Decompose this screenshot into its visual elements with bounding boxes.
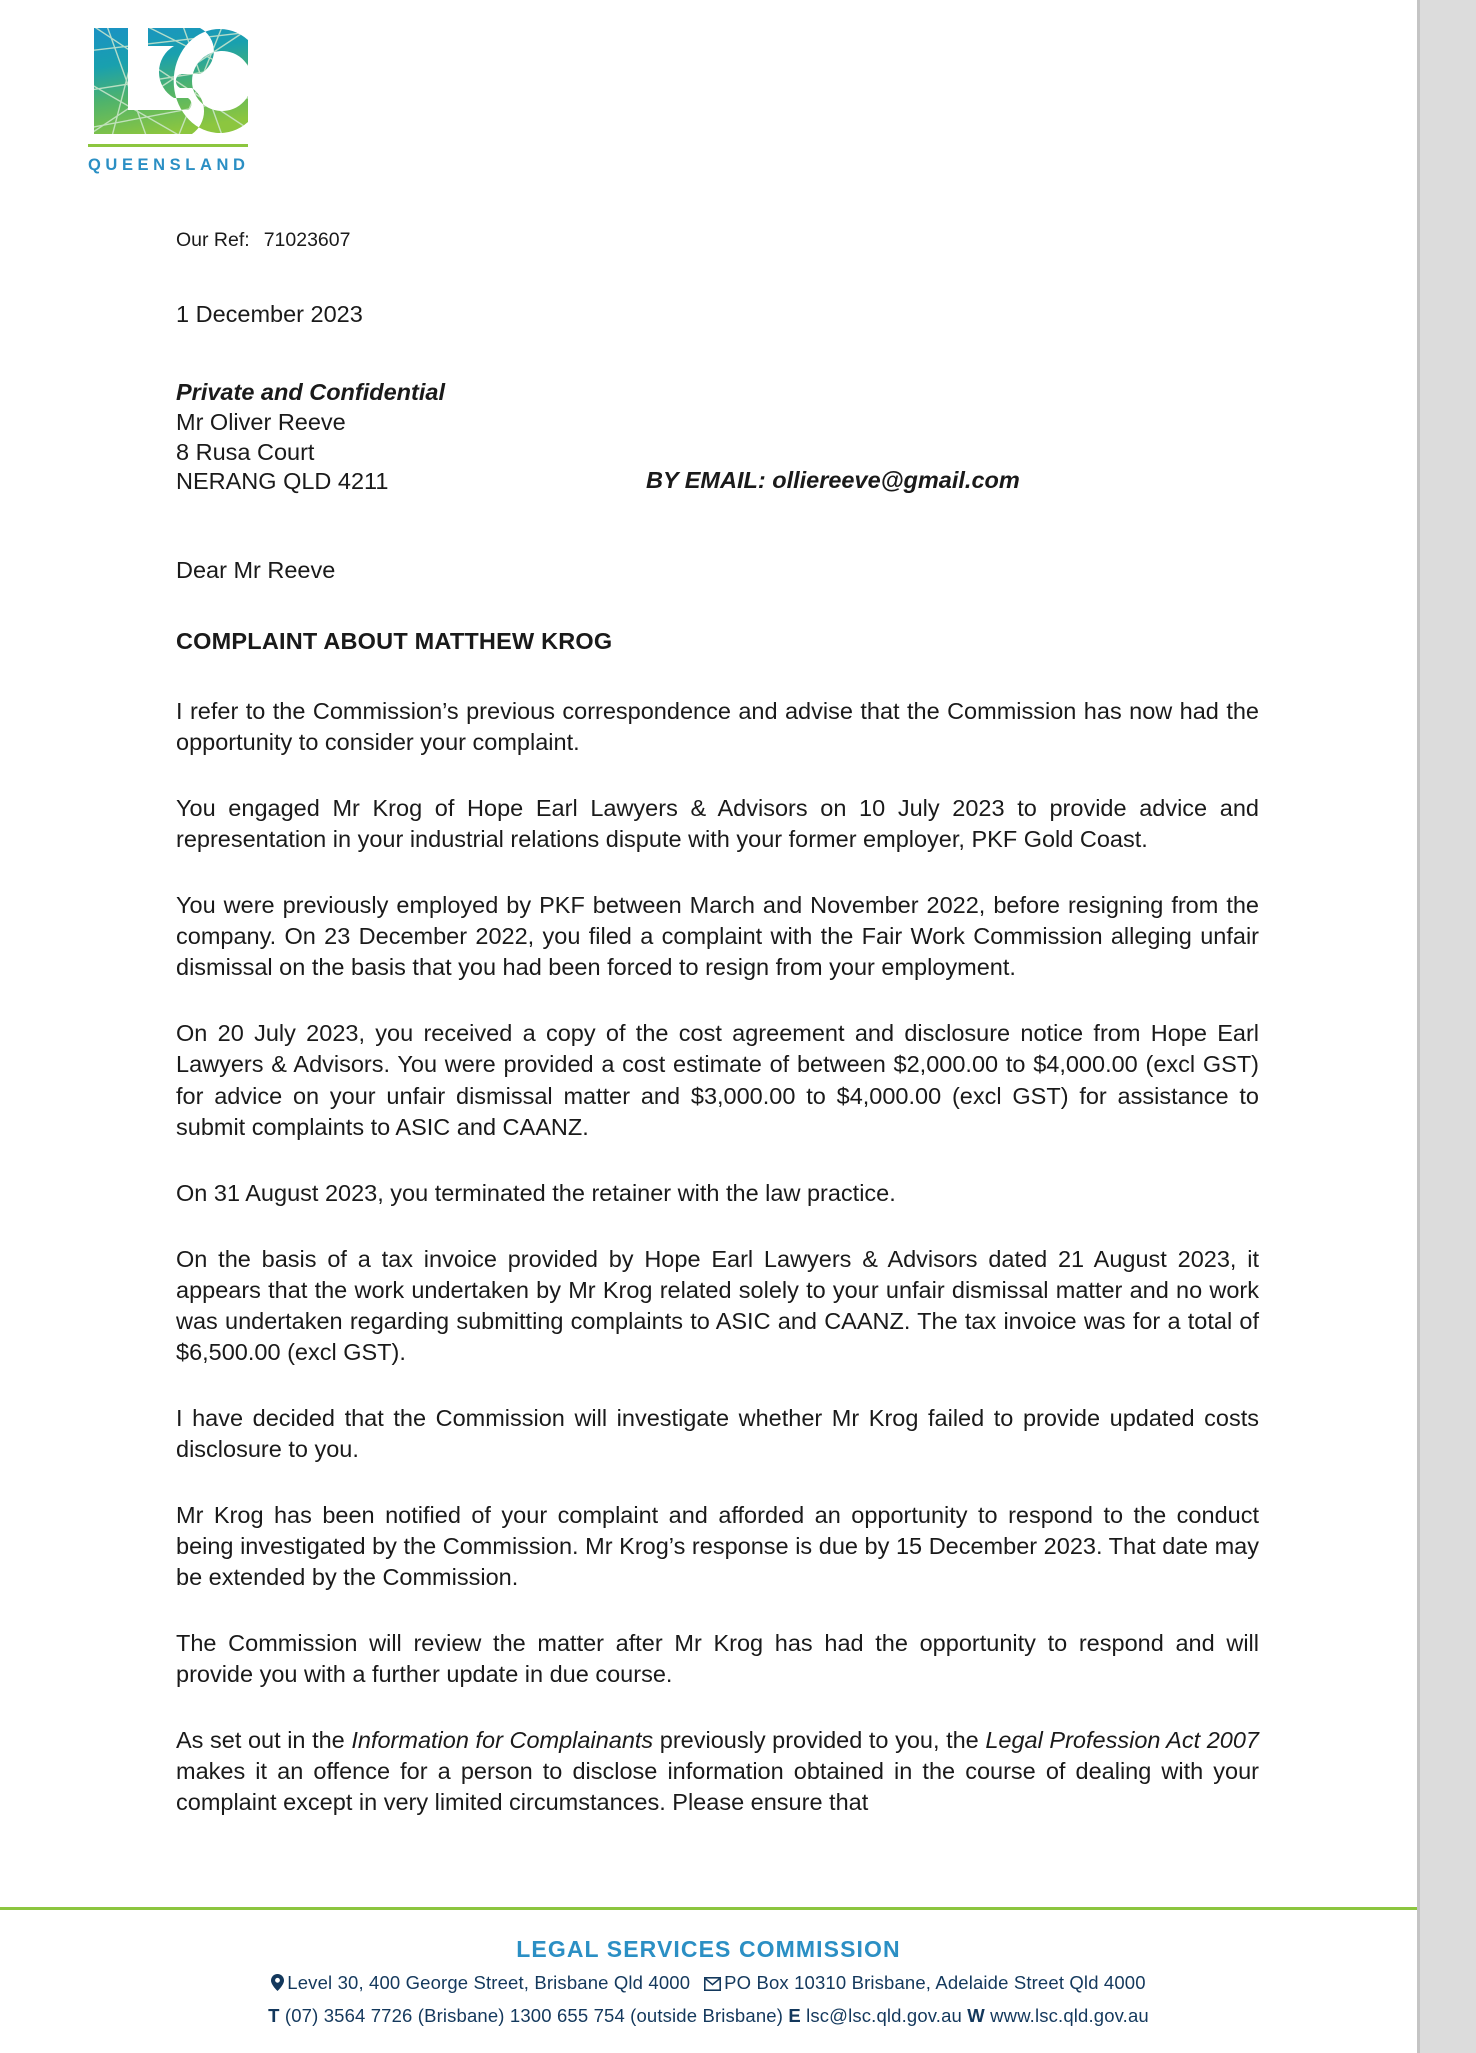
address-block [176, 378, 1259, 497]
footer-phone-label: T [268, 2005, 280, 2026]
paragraph: On 31 August 2023, you terminated the retainer with the law practice. [176, 1179, 896, 1206]
paragraph: I have decided that the Commission will investigate whether Mr Krog failed to provide updated costs disclosure to you. [176, 1404, 1259, 1462]
paragraph-final [176, 1725, 1259, 1818]
paragraph: You engaged Mr Krog of Hope Earl Lawyers & Advisors on 10 July 2023 to provide advice and representation in your industrial relations dispute with your former employer, PKF Gold Coast. [176, 795, 1259, 853]
paragraph: You were previously employed by PKF between March and November 2022, before resigning from the company. On 23 December 2022, you filed a complaint with the Fair Work Commission alleging unfair dismissal on the basis that you had been forced to resign from your employment. [176, 892, 1259, 981]
footer-web-label: W [967, 2005, 985, 2026]
paragraph: I refer to the Commission’s previous correspondence and advise that the Commission has now had the opportunity to consider your complaint. [176, 698, 1259, 756]
footer-postal-text: PO Box 10310 Brisbane, Adelaide Street Qld 4000 [724, 1972, 1146, 1993]
final-part-b-italic: Information for Complainants [351, 1726, 654, 1753]
footer-address-text: Level 30, 400 George Street, Brisbane Qld 4000 [287, 1972, 691, 1993]
footer-phone-text: (07) 3564 7726 (Brisbane) 1300 655 754 (outside Brisbane) [284, 2005, 784, 2026]
footer-divider [0, 1907, 1417, 1910]
paragraph: On 20 July 2023, you received a copy of the cost agreement and disclosure notice from Hope Earl Lawyers & Advisors. You were provided a cost estimate of between $2,000.00 to $4,000.00 (excl GST) for advice on your unfair dismissal matter and $3,000.00 to $4,000.00 (excl GST) for assistance to submit complaints to ASIC and CAANZ. [176, 1020, 1259, 1140]
page-gutter [1417, 0, 1476, 2053]
logo-wordmark-queensland: QUEENSLAND [88, 156, 250, 174]
confidential-notice: Private and Confidential [176, 378, 445, 405]
subject-heading: COMPLAINT ABOUT MATTHEW KROG [176, 627, 613, 654]
our-ref-line [176, 228, 1259, 253]
location-pin-icon [271, 1974, 284, 1996]
addressee-name: Mr Oliver Reeve [176, 408, 346, 435]
final-part-d-italic: Legal Profession Act 2007 [985, 1726, 1259, 1753]
paragraph: Mr Krog has been notified of your complaint and afforded an opportunity to respond to the conduct being investigated by the Commission. Mr Krog’s response is due by 15 December 2023. That date may be extended by the Commission. [176, 1501, 1259, 1590]
final-part-e: makes it an offence for a person to disclose information obtained in the course of dealing with your complaint except in very limited circumstances. Please ensure that [176, 1757, 1259, 1815]
page-footer [0, 1907, 1417, 2053]
our-ref-value: 71023607 [263, 229, 351, 251]
lsc-logo [88, 22, 250, 175]
footer-contact-line [0, 2005, 1417, 2027]
letter-body [176, 228, 1259, 1841]
footer-email-text[interactable]: lsc@lsc.qld.gov.au [806, 2005, 962, 2026]
salutation: Dear Mr Reeve [176, 557, 336, 584]
footer-web-text[interactable]: www.lsc.qld.gov.au [990, 2005, 1149, 2026]
letter-date: 1 December 2023 [176, 301, 363, 328]
lsc-logo-mark-icon [88, 22, 250, 140]
logo-divider [88, 144, 248, 147]
addressee-city: NERANG QLD 4211 [176, 468, 389, 495]
footer-email-label: E [788, 2005, 801, 2026]
final-part-c: previously provided to you, the [653, 1726, 986, 1753]
by-email-line: BY EMAIL: olliereeve@gmail.com [646, 466, 1020, 493]
addressee-street: 8 Rusa Court [176, 438, 315, 465]
paragraph: The Commission will review the matter after Mr Krog has had the opportunity to respond and will provide you with a further update in due course. [176, 1629, 1259, 1687]
footer-address-line [0, 1972, 1417, 1996]
envelope-icon [704, 1974, 721, 1996]
our-ref-label: Our Ref: [176, 229, 250, 251]
page-edge-shadow [1417, 0, 1420, 2053]
paragraph: On the basis of a tax invoice provided by Hope Earl Lawyers & Advisors dated 21 August 2023, it appears that the work undertaken by Mr Krog related solely to your unfair dismissal matter and no work was undertaken regarding submitting complaints to ASIC and CAANZ. The tax invoice was for a total of $6,500.00 (excl GST). [176, 1245, 1259, 1365]
footer-title: LEGAL SERVICES COMMISSION [516, 1936, 901, 1962]
final-part-a: As set out in the [176, 1726, 352, 1753]
